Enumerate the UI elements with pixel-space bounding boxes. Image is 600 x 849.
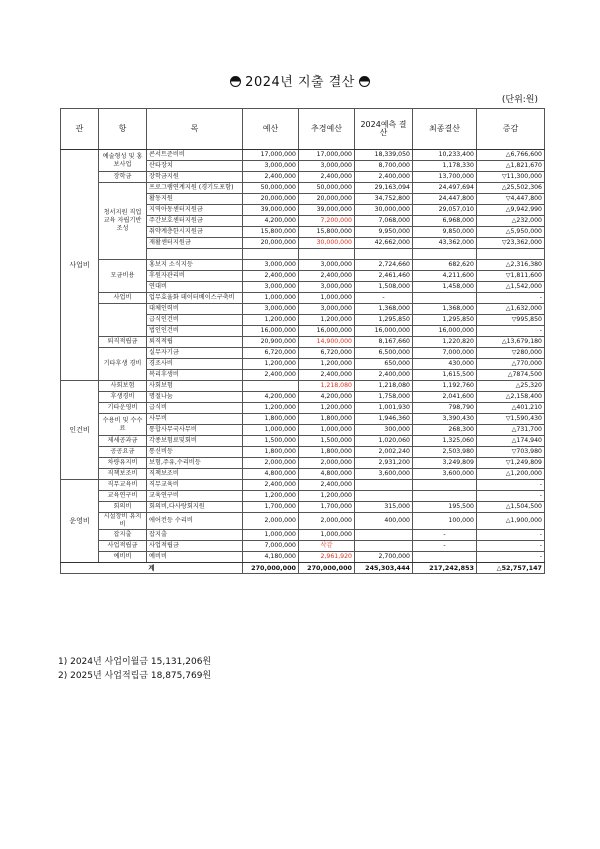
cell-predicted: 2,002,240 xyxy=(355,447,413,458)
cell-predicted xyxy=(355,530,413,541)
cell-supplementary: 1,200,000 xyxy=(299,403,355,414)
table-row xyxy=(61,348,545,359)
cell-mok: 사회보험 xyxy=(147,381,243,392)
cell-supplementary: 4,800,000 xyxy=(299,469,355,480)
cell-budget: 4,200,000 xyxy=(243,216,299,227)
cell-budget: 1,200,000 xyxy=(243,315,299,326)
cell-budget: 4,200,000 xyxy=(243,392,299,403)
cell-diff: - xyxy=(477,293,545,304)
col-header: 목 xyxy=(147,109,243,150)
cell-budget: 2,400,000 xyxy=(243,172,299,183)
table-row xyxy=(61,541,545,552)
cell-mok: 주간보호센터지원금 xyxy=(147,216,243,227)
cell-diff: △1,632,000 xyxy=(477,304,545,315)
cell-hang: 퇴직적립금 xyxy=(99,337,147,348)
cell-supplementary: 3,000,000 xyxy=(299,282,355,293)
cell-final: 2,041,600 xyxy=(413,392,477,403)
table-row xyxy=(61,436,545,447)
cell-mok: 지역아동센터지원금 xyxy=(147,205,243,216)
cell-predicted: 1,020,060 xyxy=(355,436,413,447)
col-header: 증감 xyxy=(477,109,545,150)
cell-supplementary: 1,218,080 xyxy=(299,381,355,392)
cell-mok: 사업적립금 xyxy=(147,541,243,552)
cell-mok: 복리후생비 xyxy=(147,370,243,381)
cell-mok: 통합사무국사무비 xyxy=(147,425,243,436)
table-row xyxy=(61,491,545,502)
cell-diff: - xyxy=(477,530,545,541)
cell-hang: 직책보조비 xyxy=(99,469,147,480)
cell-supplementary: 2,400,000 xyxy=(299,370,355,381)
cell-predicted: 1,218,080 xyxy=(355,381,413,392)
cell-supplementary: 삭감 xyxy=(299,541,355,552)
cell-supplementary: 1,200,000 xyxy=(299,315,355,326)
cell-kwan: 사업비 xyxy=(61,150,99,381)
cell-supplementary: 50,000,000 xyxy=(299,183,355,194)
cell-predicted: 1,946,360 xyxy=(355,414,413,425)
cell-diff: △2,158,400 xyxy=(477,392,545,403)
footnote: 2) 2025년 사업적립금 18,875,769원 xyxy=(58,671,212,681)
cell-supplementary: 1,200,000 xyxy=(299,359,355,370)
cell-hang: 후생경비 xyxy=(99,392,147,403)
cell-diff: △6,766,600 xyxy=(477,150,545,161)
cell-final xyxy=(413,491,477,502)
cell-budget: 3,000,000 xyxy=(243,282,299,293)
cell-final: 3,600,000 xyxy=(413,469,477,480)
table-row xyxy=(61,337,545,348)
table-row xyxy=(61,513,545,530)
cell-predicted: 2,461,460 xyxy=(355,271,413,282)
cell-diff: ▽280,000 xyxy=(477,348,545,359)
cell-mok: 예비비 xyxy=(147,552,243,563)
total-final: 217,242,853 xyxy=(413,563,477,574)
cell-budget: 1,200,000 xyxy=(243,359,299,370)
cell-predicted: 3,600,000 xyxy=(355,469,413,480)
cell-hang: 예술형성 및 홍보사업 xyxy=(99,150,147,172)
cell-budget: 1,000,000 xyxy=(243,293,299,304)
cell-mok: 직책보조비 xyxy=(147,469,243,480)
cell-hang: 잡지출 xyxy=(99,530,147,541)
cell-final: 1,325,060 xyxy=(413,436,477,447)
cell-budget xyxy=(243,381,299,392)
cell-final: 16,000,000 xyxy=(413,326,477,337)
cell-budget: 1,000,000 xyxy=(243,425,299,436)
cell-supplementary: 1,000,000 xyxy=(299,293,355,304)
cell-final: 6,968,000 xyxy=(413,216,477,227)
table-row xyxy=(61,414,545,425)
cell-budget: 1,800,000 xyxy=(243,414,299,425)
cell-diff: △9,942,990 xyxy=(477,205,545,216)
cell-supplementary: 14,900,000 xyxy=(299,337,355,348)
cell-diff: ▽703,980 xyxy=(477,447,545,458)
cell-supplementary: 17,000,000 xyxy=(299,150,355,161)
cell-predicted: 2,400,000 xyxy=(355,370,413,381)
cell-diff: △1,200,000 xyxy=(477,469,545,480)
cell-predicted: 8,700,000 xyxy=(355,161,413,172)
cell-diff: △1,821,670 xyxy=(477,161,545,172)
cell-supplementary: 2,400,000 xyxy=(299,172,355,183)
cell-final: 1,220,820 xyxy=(413,337,477,348)
cell-final: 195,500 xyxy=(413,502,477,513)
cell-diff: △25,502,306 xyxy=(477,183,545,194)
cell-supplementary: 4,200,000 xyxy=(299,392,355,403)
cell-mok: 재활센터지원금 xyxy=(147,238,243,249)
cell-predicted: 1,758,000 xyxy=(355,392,413,403)
cell-hang: 공공요금 xyxy=(99,447,147,458)
table-row xyxy=(61,530,545,541)
cell-budget: 1,200,000 xyxy=(243,403,299,414)
cell-diff: △25,320 xyxy=(477,381,545,392)
cell-supplementary xyxy=(299,249,355,260)
cell-final: 13,700,000 xyxy=(413,172,477,183)
cell-hang: 시설장비 유지비 xyxy=(99,513,147,530)
table-row xyxy=(61,260,545,271)
cell-predicted: 2,724,660 xyxy=(355,260,413,271)
cell-diff: △5,950,000 xyxy=(477,227,545,238)
cell-budget: 2,400,000 xyxy=(243,271,299,282)
cell-diff: △7874,500 xyxy=(477,370,545,381)
cell-mok: 콘서트준비비 xyxy=(147,150,243,161)
cell-predicted: 29,163,094 xyxy=(355,183,413,194)
cell-supplementary: 16,000,000 xyxy=(299,326,355,337)
cell-mok: 명절나눔 xyxy=(147,392,243,403)
cell-mok: 연대비 xyxy=(147,282,243,293)
cell-budget: 20,900,000 xyxy=(243,337,299,348)
cell-mok: 보험,주유,수리비등 xyxy=(147,458,243,469)
cell-supplementary: 6,720,000 xyxy=(299,348,355,359)
cell-diff: △770,000 xyxy=(477,359,545,370)
cell-predicted: - xyxy=(355,293,413,304)
cell-final xyxy=(413,480,477,491)
cell-mok: 실무자기금 xyxy=(147,348,243,359)
cell-mok: 대체인력비 xyxy=(147,304,243,315)
cell-budget: 7,000,000 xyxy=(243,541,299,552)
cell-final: - xyxy=(413,541,477,552)
cell-predicted: 42,662,000 xyxy=(355,238,413,249)
half-circle-icon xyxy=(359,76,370,87)
cell-hang: 예비비 xyxy=(99,552,147,563)
cell-supplementary: 1,500,000 xyxy=(299,436,355,447)
header-row xyxy=(61,109,545,150)
total-label: 계 xyxy=(61,563,243,574)
col-header: 2024예측 결산 xyxy=(355,109,413,150)
cell-mok: 에어컨등 수리비 xyxy=(147,513,243,530)
cell-final: 3,390,430 xyxy=(413,414,477,425)
cell-diff xyxy=(477,249,545,260)
cell-budget: 1,500,000 xyxy=(243,436,299,447)
cell-final: 3,249,809 xyxy=(413,458,477,469)
cell-final: - xyxy=(413,530,477,541)
cell-predicted: 18,339,050 xyxy=(355,150,413,161)
cell-diff: ▽23,362,000 xyxy=(477,238,545,249)
cell-predicted: 2,931,200 xyxy=(355,458,413,469)
cell-budget: 2,000,000 xyxy=(243,513,299,530)
cell-predicted xyxy=(355,491,413,502)
table-body xyxy=(61,150,545,574)
cell-mok: 잡지출 xyxy=(147,530,243,541)
cell-mok: 프로그램연계지원 (경기도포함) xyxy=(147,183,243,194)
table-row xyxy=(61,183,545,194)
cell-supplementary: 2,400,000 xyxy=(299,271,355,282)
cell-budget xyxy=(243,249,299,260)
cell-kwan: 운영비 xyxy=(61,480,99,563)
cell-budget: 16,000,000 xyxy=(243,326,299,337)
cell-hang: 직무교육비 xyxy=(99,480,147,491)
cell-diff: - xyxy=(477,491,545,502)
cell-budget: 17,000,000 xyxy=(243,150,299,161)
cell-predicted xyxy=(355,249,413,260)
cell-mok: 경조사비 xyxy=(147,359,243,370)
cell-final: 10,233,400 xyxy=(413,150,477,161)
cell-hang: 차량유지비 xyxy=(99,458,147,469)
cell-diff: ▽4,447,800 xyxy=(477,194,545,205)
cell-mok: 통신비등 xyxy=(147,447,243,458)
cell-predicted: 315,000 xyxy=(355,502,413,513)
col-header: 예산 xyxy=(243,109,299,150)
cell-final: 4,211,600 xyxy=(413,271,477,282)
cell-budget: 3,000,000 xyxy=(243,304,299,315)
unit-label: (단위:원) xyxy=(501,95,538,105)
cell-final: 1,458,000 xyxy=(413,282,477,293)
cell-diff: △2,316,380 xyxy=(477,260,545,271)
cell-predicted xyxy=(355,541,413,552)
cell-predicted: 8,167,660 xyxy=(355,337,413,348)
table-row xyxy=(61,552,545,563)
cell-mok: 각종보험료및회비 xyxy=(147,436,243,447)
total-row xyxy=(61,563,545,574)
cell-final: 2,503,980 xyxy=(413,447,477,458)
cell-mok: 장학금지원 xyxy=(147,172,243,183)
cell-final: 24,447,800 xyxy=(413,194,477,205)
cell-hang: 제세공과금 xyxy=(99,436,147,447)
cell-final: 29,057,010 xyxy=(413,205,477,216)
cell-mok: 사무비 xyxy=(147,414,243,425)
cell-supplementary: 1,800,000 xyxy=(299,414,355,425)
cell-hang: 장학금 xyxy=(99,172,147,183)
cell-supplementary: 20,000,000 xyxy=(299,194,355,205)
cell-supplementary: 30,000,000 xyxy=(299,238,355,249)
cell-diff: △1,900,000 xyxy=(477,513,545,530)
expense-table xyxy=(60,108,545,574)
cell-predicted: 650,000 xyxy=(355,359,413,370)
cell-supplementary: 3,000,000 xyxy=(299,304,355,315)
cell-hang: 기타운영비 xyxy=(99,403,147,414)
cell-diff: △731,700 xyxy=(477,425,545,436)
cell-hang: 청서지원 직업교육 자립기반조성 xyxy=(99,183,147,260)
cell-mok: 교육연구비 xyxy=(147,491,243,502)
cell-hang: 사업비 xyxy=(99,293,147,304)
table-row xyxy=(61,480,545,491)
cell-budget: 1,000,000 xyxy=(243,530,299,541)
cell-hang: 기타후생 경비 xyxy=(99,348,147,381)
cell-final xyxy=(413,552,477,563)
cell-final: 24,497,694 xyxy=(413,183,477,194)
cell-mok: 홍보지 소식지등 xyxy=(147,260,243,271)
cell-mok: 회의비,다사랑회지원 xyxy=(147,502,243,513)
cell-diff: - xyxy=(477,552,545,563)
cell-mok: 퇴직적립 xyxy=(147,337,243,348)
cell-predicted: 9,950,000 xyxy=(355,227,413,238)
cell-budget: 1,700,000 xyxy=(243,502,299,513)
table-row xyxy=(61,469,545,480)
half-circle-icon xyxy=(230,76,241,87)
table-row xyxy=(61,150,545,161)
cell-mok: 직무교육비 xyxy=(147,480,243,491)
cell-supplementary: 39,000,000 xyxy=(299,205,355,216)
cell-predicted xyxy=(355,480,413,491)
page-title xyxy=(0,71,600,90)
cell-final: 798,790 xyxy=(413,403,477,414)
cell-mok: 산타장치 xyxy=(147,161,243,172)
cell-mok: 법인인건비 xyxy=(147,326,243,337)
cell-budget: 2,000,000 xyxy=(243,458,299,469)
cell-final: 1,615,500 xyxy=(413,370,477,381)
cell-mok: 업무효율화 데이터베이스구축비 xyxy=(147,293,243,304)
cell-diff: ▽995,850 xyxy=(477,315,545,326)
cell-supplementary: 3,000,000 xyxy=(299,260,355,271)
table-row xyxy=(61,458,545,469)
table-row xyxy=(61,381,545,392)
cell-mok: 후원자관리비 xyxy=(147,271,243,282)
cell-diff: ▽1,249,809 xyxy=(477,458,545,469)
cell-predicted: 1,295,850 xyxy=(355,315,413,326)
cell-final: 1,178,330 xyxy=(413,161,477,172)
table-row xyxy=(61,172,545,183)
cell-final: 9,850,000 xyxy=(413,227,477,238)
cell-predicted: 2,400,000 xyxy=(355,172,413,183)
cell-predicted: 34,752,800 xyxy=(355,194,413,205)
cell-diff: △1,542,000 xyxy=(477,282,545,293)
cell-budget: 20,000,000 xyxy=(243,194,299,205)
cell-predicted: 1,508,000 xyxy=(355,282,413,293)
cell-mok: 급식인건비 xyxy=(147,315,243,326)
cell-supplementary: 3,000,000 xyxy=(299,161,355,172)
cell-budget: 20,000,000 xyxy=(243,238,299,249)
cell-hang: 사회보험 xyxy=(99,381,147,392)
cell-diff: △401,210 xyxy=(477,403,545,414)
cell-diff: △1,504,500 xyxy=(477,502,545,513)
cell-final: 100,000 xyxy=(413,513,477,530)
cell-predicted: 2,700,000 xyxy=(355,552,413,563)
cell-mok: 급식비 xyxy=(147,403,243,414)
cell-diff: △232,000 xyxy=(477,216,545,227)
cell-final: 1,368,000 xyxy=(413,304,477,315)
cell-budget: 2,400,000 xyxy=(243,480,299,491)
cell-supplementary: 1,200,000 xyxy=(299,491,355,502)
cell-predicted: 1,368,000 xyxy=(355,304,413,315)
cell-final: 682,620 xyxy=(413,260,477,271)
cell-predicted: 7,068,000 xyxy=(355,216,413,227)
cell-final: 7,000,000 xyxy=(413,348,477,359)
cell-supplementary: 1,700,000 xyxy=(299,502,355,513)
cell-hang: 사업적립금 xyxy=(99,541,147,552)
cell-budget: 3,000,000 xyxy=(243,161,299,172)
cell-supplementary: 2,400,000 xyxy=(299,480,355,491)
cell-diff: △13,679,180 xyxy=(477,337,545,348)
cell-supplementary: 1,000,000 xyxy=(299,425,355,436)
table-row xyxy=(61,392,545,403)
cell-hang xyxy=(99,304,147,337)
cell-diff: - xyxy=(477,541,545,552)
cell-supplementary: 2,961,920 xyxy=(299,552,355,563)
cell-hang: 교육연구비 xyxy=(99,491,147,502)
cell-supplementary: 2,000,000 xyxy=(299,513,355,530)
cell-predicted: 16,000,000 xyxy=(355,326,413,337)
table-row xyxy=(61,502,545,513)
cell-mok: 활동지원 xyxy=(147,194,243,205)
cell-final: 430,000 xyxy=(413,359,477,370)
total-diff: △52,757,147 xyxy=(477,563,545,574)
cell-final: 1,295,850 xyxy=(413,315,477,326)
cell-budget: 15,800,000 xyxy=(243,227,299,238)
cell-budget: 6,720,000 xyxy=(243,348,299,359)
cell-mok: 취약계층한시지원금 xyxy=(147,227,243,238)
cell-supplementary: 1,800,000 xyxy=(299,447,355,458)
cell-budget: 3,000,000 xyxy=(243,260,299,271)
cell-predicted: 400,000 xyxy=(355,513,413,530)
cell-kwan: 인건비 xyxy=(61,381,99,480)
cell-supplementary: 1,000,000 xyxy=(299,530,355,541)
cell-predicted: 6,500,000 xyxy=(355,348,413,359)
cell-diff: ▽1,590,430 xyxy=(477,414,545,425)
col-header: 관 xyxy=(61,109,99,150)
footnote: 1) 2024년 사업이월금 15,131,206원 xyxy=(58,657,212,667)
total-supplementary: 270,000,000 xyxy=(299,563,355,574)
cell-hang: 회의비 xyxy=(99,502,147,513)
total-predicted: 245,303,444 xyxy=(355,563,413,574)
table-row xyxy=(61,293,545,304)
cell-supplementary: 2,000,000 xyxy=(299,458,355,469)
cell-final: 268,300 xyxy=(413,425,477,436)
cell-budget: 50,000,000 xyxy=(243,183,299,194)
table-row xyxy=(61,447,545,458)
cell-final xyxy=(413,249,477,260)
cell-final: 1,192,760 xyxy=(413,381,477,392)
footnotes xyxy=(58,655,211,683)
total-budget: 270,000,000 xyxy=(243,563,299,574)
cell-mok xyxy=(147,249,243,260)
cell-hang: 수용비 및 수수료 xyxy=(99,414,147,436)
cell-budget: 1,200,000 xyxy=(243,491,299,502)
col-header: 항 xyxy=(99,109,147,150)
cell-budget: 2,400,000 xyxy=(243,370,299,381)
cell-final xyxy=(413,293,477,304)
table-row xyxy=(61,304,545,315)
cell-supplementary: 15,800,000 xyxy=(299,227,355,238)
cell-diff: - xyxy=(477,326,545,337)
cell-budget: 4,180,000 xyxy=(243,552,299,563)
cell-final: 43,362,000 xyxy=(413,238,477,249)
table-row xyxy=(61,403,545,414)
cell-predicted: 30,000,000 xyxy=(355,205,413,216)
cell-diff: △174,940 xyxy=(477,436,545,447)
cell-diff: - xyxy=(477,480,545,491)
cell-budget: 4,800,000 xyxy=(243,469,299,480)
cell-diff: ▽11,300,000 xyxy=(477,172,545,183)
cell-budget: 1,800,000 xyxy=(243,447,299,458)
title-text: 2024년 지출 결산 xyxy=(245,75,355,90)
cell-supplementary: 7,200,000 xyxy=(299,216,355,227)
cell-hang: 모금비용 xyxy=(99,260,147,293)
cell-diff: ▽1,811,600 xyxy=(477,271,545,282)
cell-budget: 39,000,000 xyxy=(243,205,299,216)
col-header: 추경예산 xyxy=(299,109,355,150)
cell-predicted: 1,001,930 xyxy=(355,403,413,414)
col-header: 최종결산 xyxy=(413,109,477,150)
cell-predicted: 300,000 xyxy=(355,425,413,436)
